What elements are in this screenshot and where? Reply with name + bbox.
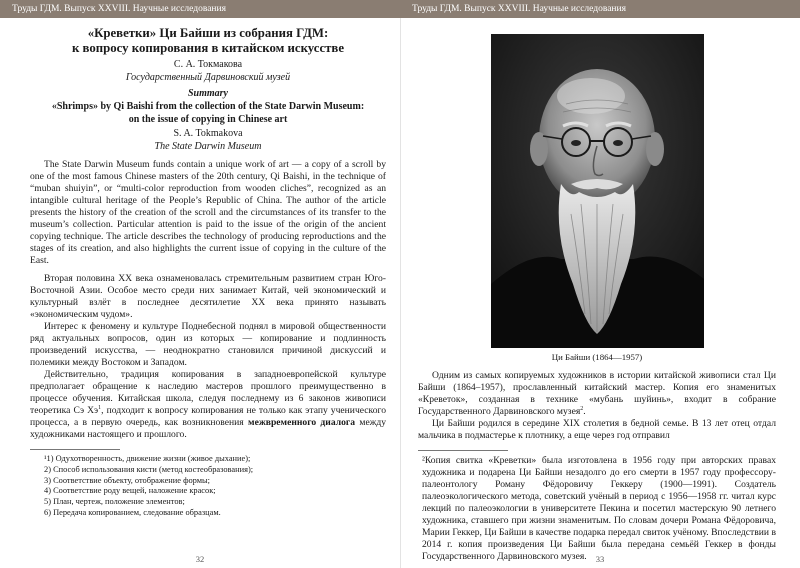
title-en-line-2: on the issue of copying in Chinese art <box>128 113 288 125</box>
footnote-item: 2) Способ использования кисти (метод костеобразования); <box>44 464 254 474</box>
footnote-item: 3) Соответствие объекту, отображение формы; <box>44 475 210 485</box>
footnote-rule-right <box>418 450 508 451</box>
footnotes-left <box>30 454 386 519</box>
paragraph-right-1-text: Одним из самых копируемых художников в истории китайской живописи стал Ци Байши (1864–1957), прославленный китайский мастер. Копия его знаменитых «Креветок», созданная в технике «мубань шуйинь», входит в собрание Государственного Дарвиновского музея <box>418 370 776 417</box>
paragraph-2: Интерес к феномену и культуре Поднебесной поднял в мировой общественности ряд актуальных вопросов, один из которых — копирование и подлинность произведений искусства, — неоднократно становился причиной дискуссий и полемики между Востоком и Западом. <box>30 321 386 368</box>
right-page <box>400 0 800 568</box>
footnote-item: ¹1) Одухотворенность, движение жизни (живое дыхание); <box>44 454 251 463</box>
affiliation-en: The State Darwin Museum <box>154 141 262 152</box>
author-ru: С. А. Токмакова <box>173 59 243 70</box>
paragraph-3-mid: , подходит к вопросу копирования не только как этапу ученического процесса, а в первую очередь, как возникновения <box>30 405 386 428</box>
abstract <box>30 159 386 267</box>
footnote-ref-1[interactable]: 1 <box>98 404 102 411</box>
title-line-2: к вопросу копирования в китайском искусстве <box>71 41 345 55</box>
footnote-rule <box>30 449 120 450</box>
title-line-1: «Креветки» Ци Байши из собрания ГДМ: <box>87 26 329 40</box>
body-text-left <box>30 273 386 441</box>
running-head-left: Труды ГДМ. Выпуск XXVIII. Научные исследования <box>0 0 400 18</box>
paragraph-3-bold: межвременного диалога <box>248 417 356 428</box>
footnote-item: 6) Передача копированием, следование образцам. <box>44 507 221 517</box>
summary-label: Summary <box>187 88 228 99</box>
portrait-image <box>491 34 704 348</box>
title-en-line-1: «Shrimps» by Qi Baishi from the collection of the State Darwin Museum: <box>51 101 365 112</box>
body-text-right <box>418 370 776 442</box>
abstract-text: The State Darwin Museum funds contain a unique work of art — a copy of a scroll by one of the most famous Chinese masters of the 20th century, Qi Baishi, in the technique of “muban shuiyin”, or “multi-color reproduction from wooden cliches”, recognized as an intangible cultural heritage of the People’s Republic of China. The author of the article presents the history of the creation of the scroll and the circumstances of its transfer to the museum’s collection. Particular attention is paid to the issue of the origin of the ancient copying technique. The article describes the technology of producing reproductions and the stages of its creation, and also highlights the current issue of copying in the culture of the East. <box>30 159 386 266</box>
page-number-right: 33 <box>595 554 605 564</box>
affiliation-ru: Государственный Дарвиновский музей <box>125 72 291 83</box>
paragraph-3 <box>30 369 386 441</box>
footnote-item: 5) План, чертеж, положение элементов; <box>44 497 185 507</box>
footnote-item: 4) Соответствие роду вещей, наложение красок; <box>44 486 216 496</box>
footnote-right <box>418 455 776 563</box>
article-title-ru <box>30 26 386 56</box>
paragraph-3-start: Действительно, традиция копирования в западноевропейской культуре предполагает обращение к наследию мастеров прошлого преимущественно в процессе обучения. Китайская школа, следуя последнему из 6 законов живописи теоретика Сэ Хэ <box>30 369 386 416</box>
photo-caption: Ци Байши (1864—1957) <box>551 352 643 362</box>
paragraph-1: Вторая половина XX века ознаменовалась стремительным развитием стран Юго-Восточной Азии. Особое место среди них занимает Китай, чей экономический и культурный взлёт в последнее десятилетие XX века принято называть «экономическим чудом». <box>30 273 386 320</box>
article-title-en <box>30 101 386 126</box>
paragraph-right-1-end: . <box>583 406 586 417</box>
page-number-left: 32 <box>195 554 205 564</box>
author-en: S. A. Tokmakova <box>173 128 243 139</box>
paragraph-right-2: Ци Байши родился в середине XIX столетия в бедной семье. В 13 лет отец отдал мальчика в подмастерье к плотнику, а еще через год отправил <box>418 418 776 441</box>
paragraph-3-end: между художниками настоящего и прошлого. <box>30 417 387 440</box>
footnote-ref-2[interactable]: 2 <box>580 405 584 412</box>
running-head-right: Труды ГДМ. Выпуск XXVIII. Научные исследования <box>400 0 800 18</box>
footnote-right-text: ²Копия свитка «Креветки» была изготовлена в 1956 году при авторских правах художника и подарена Ци Байши незадолго до его смерти в 1957 году профессору-палеонтологу Роману Фёдоровичу Геккеру (1900—1991). Создатель палеоэкологического метода, советский учёный в период с 1956—1958 гг. читал курс лекций по палеоэкологии в университете Пекина и посетил мастерскую 90 летнего художника, ставшего при жизни знаменитым. По словам дочери Романа Фёдоровича, Марии Геккер, Ци Байши в качестве подарка передал свиток учёному. Впоследствии в 2014 г. копия произведения Ци Байши была передана семьёй Геккер в фонды Государственного Дарвиновского музея. <box>422 455 776 562</box>
portrait-photo <box>491 34 704 348</box>
paragraph-right-1 <box>418 370 776 418</box>
